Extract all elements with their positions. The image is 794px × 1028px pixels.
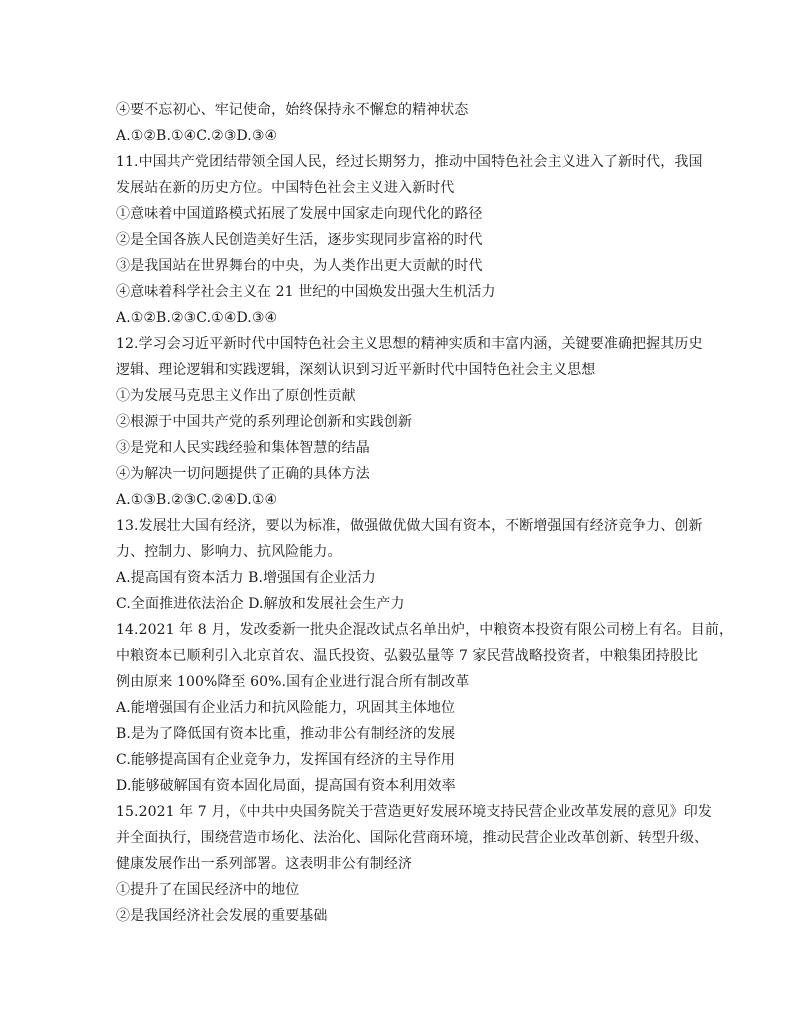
question-11-stem-cont: 发展站在新的历史方位。中国特色社会主义进入新时代 [116,180,455,196]
statement-1: ①为发展马克思主义作出了原创性贡献 [116,388,356,404]
question-13-stem-cont: 力、控制力、影响力、抗风险能力。 [116,544,342,560]
statement-2: ②是我国经济社会发展的重要基础 [116,908,328,924]
option-d: D.能够破解国有资本固化局面，提高国有资本利用效率 [116,778,456,794]
statement-1: ①意味着中国道路模式拓展了发展中国家走向现代化的路径 [116,206,483,222]
answer-options: A.①②B.②③C.①④D.③④ [116,310,278,326]
question-12-stem: 12.学习会习近平新时代中国特色社会主义思想的精神实质和丰富内涵，关键要准确把握其历史 [116,336,703,352]
question-14-stem: 14.2021 年 8 月，发改委新一批央企混改试点名单出炉，中粮资本投资有限公司榜上有名。目前， [116,622,734,638]
option-a: A.能增强国有企业活力和抗风险能力，巩固其主体地位 [116,700,456,716]
option-b: B.是为了降低国有资本比重，推动非公有制经济的发展 [116,726,456,742]
options-a-b: A.提高国有资本活力 B.增强国有企业活力 [116,570,376,586]
statement-3: ③是党和人民实践经验和集体智慧的结晶 [116,440,370,456]
question-14-stem-cont: 例由原来 100%降至 60%.国有企业进行混合所有制改革 [116,674,470,690]
statement-1: ①提升了在国民经济中的地位 [116,882,300,898]
document-page [116,97,734,929]
question-14-stem-cont: 中粮资本已顺利引入北京首农、温氏投资、弘毅弘量等 7 家民营战略投资者，中粮集团持股比 [116,648,699,664]
answer-options: A.①③B.②③C.②④D.①④ [116,492,278,508]
statement-4: ④为解决一切问题提供了正确的具体方法 [116,466,370,482]
statement-4: ④意味着科学社会主义在 21 世纪的中国焕发出强大生机活力 [116,284,496,300]
answer-options: A.①②B.①④C.②③D.③④ [116,128,278,144]
question-15-stem-cont: 健康发展作出一系列部署。这表明非公有制经济 [116,856,413,872]
question-15-stem-cont: 并全面执行，围绕营造市场化、法治化、国际化营商环境，推动民营企业改革创新、转型升级、 [116,830,709,846]
question-11-stem: 11.中国共产党团结带领全国人民，经过长期努力，推动中国特色社会主义进入了新时代，我国 [116,154,703,170]
statement-2: ②根源于中国共产党的系列理论创新和实践创新 [116,414,413,430]
question-13-stem: 13.发展壮大国有经济，要以为标准，做强做优做大国有资本，不断增强国有经济竞争力、创新 [116,518,703,534]
statement-4: ④要不忘初心、牢记使命，始终保持永不懈怠的精神状态 [116,102,469,118]
question-12-stem-cont: 逻辑、理论逻辑和实践逻辑，深刻认识到习近平新时代中国特色社会主义思想 [116,362,596,378]
option-c: C.能够提高国有企业竞争力，发挥国有经济的主导作用 [116,752,456,768]
options-c-d: C.全面推进依法治企 D.解放和发展社会生产力 [116,596,405,612]
statement-3: ③是我国站在世界舞台的中央，为人类作出更大贡献的时代 [116,258,483,274]
statement-2: ②是全国各族人民创造美好生活，逐步实现同步富裕的时代 [116,232,483,248]
question-15-stem: 15.2021 年 7 月，《中共中央国务院关于营造更好发展环境支持民营企业改革发展的意见》印发 [116,804,712,820]
